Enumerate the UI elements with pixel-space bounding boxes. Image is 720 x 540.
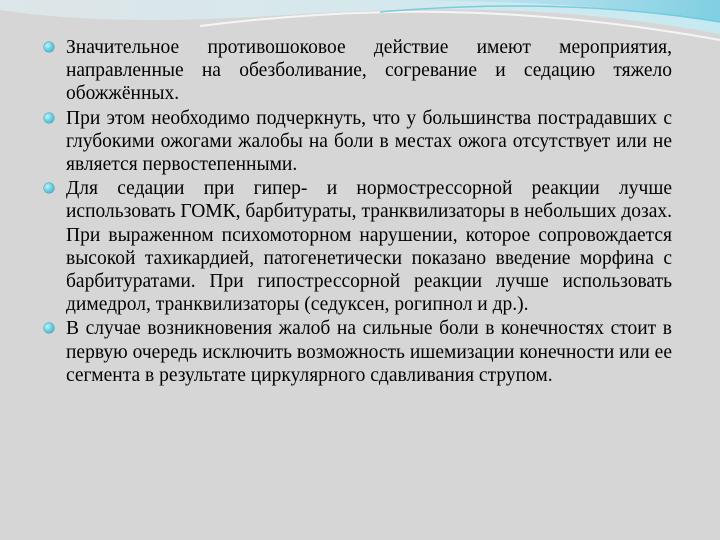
bullet-item bbox=[44, 177, 672, 316]
bullet-text: При этом необходимо подчеркнуть, что у большинства пострадавших с глубокими ожогами жалобы на боли в местах ожога отсутствует или не является первостепенными. bbox=[66, 107, 672, 176]
bullet-text: В случае возникновения жалоб на сильные боли в конечностях стоит в первую очередь исключить возможность ишемизации конечности или ее сегмента в результате циркулярного сдавливания струпом. bbox=[66, 318, 672, 386]
bullet-item bbox=[44, 107, 672, 177]
bullet-dot-icon bbox=[44, 113, 54, 123]
bullet-item bbox=[44, 36, 672, 106]
bullet-list bbox=[44, 36, 672, 387]
bullet-dot-icon bbox=[44, 42, 54, 52]
bullet-dot-icon bbox=[44, 323, 54, 333]
bullet-text: Для седации при гипер- и нормострессорной реакции лучше использовать ГОМК, барбитураты, транквилизаторы в небольших дозах. При выраженном психомоторном нарушении, которое сопровождается высокой тахикардией, патогенетически показано введение морфина с барбитуратами. При гипострессорной реакции лучше использовать димедрол, транквилизаторы (седуксен, рогипнол и др.). bbox=[66, 178, 672, 316]
bullet-dot-icon bbox=[44, 183, 54, 193]
bullet-item bbox=[44, 317, 672, 387]
slide-content bbox=[44, 36, 672, 388]
bullet-text: Значительное противошоковое действие имеют мероприятия, направленные на обезболивание, согревание и седацию тяжело обожжённых. bbox=[66, 37, 672, 105]
